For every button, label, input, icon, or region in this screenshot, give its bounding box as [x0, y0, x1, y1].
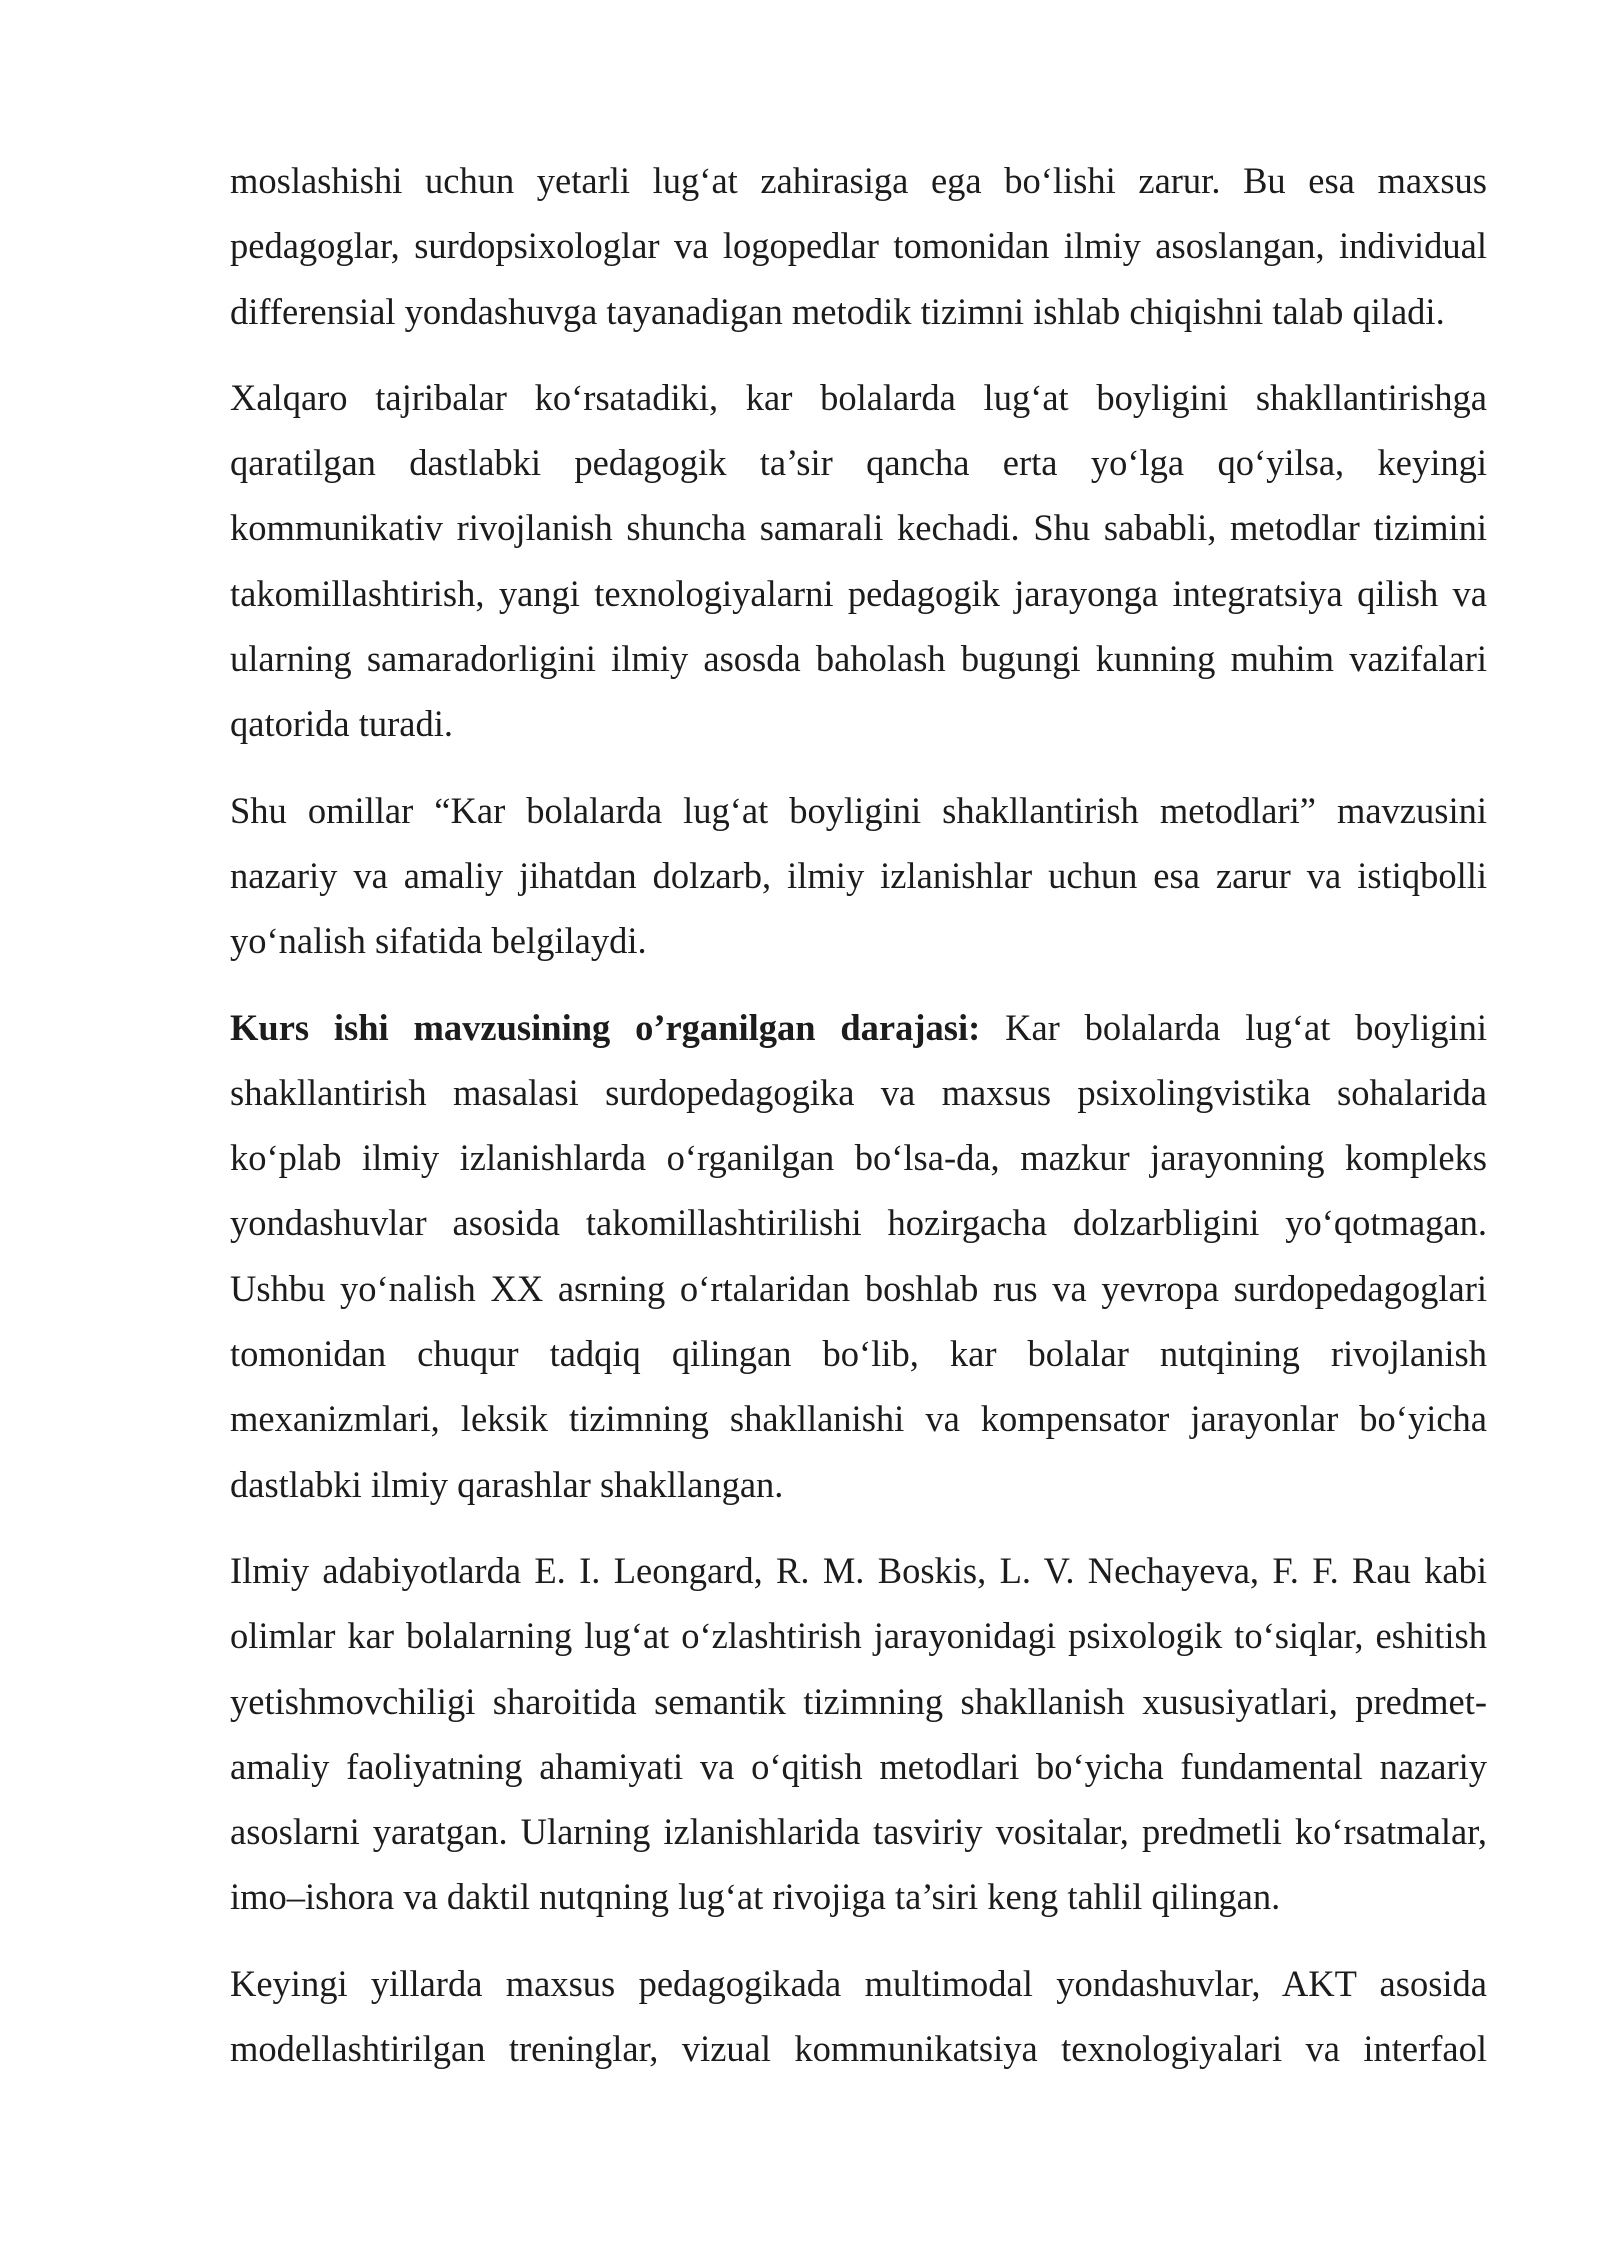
- paragraph-1: [230, 148, 1487, 344]
- paragraph-1-text: moslashishi uchun yetarli lug‘at zahirasiga ega bo‘lishi zarur. Bu esa maxsus pedagoglar, surdopsixologlar va logopedlar tomonidan ilmiy asoslangan, individual differensial yondashuvga tayanadigan metodik tizimni ishlab chiqishni talab qiladi.: [230, 160, 1487, 332]
- paragraph-5: [230, 1538, 1487, 1930]
- paragraph-3-text: Shu omillar “Kar bolalarda lug‘at boyligini shakllantirish metodlari” mavzusini nazariy va amaliy jihatdan dolzarb, ilmiy izlanishlar uchun esa zarur va istiqbolli yo‘nalish sifatida belgilaydi.: [230, 789, 1487, 962]
- document-body: [230, 148, 1487, 2102]
- paragraph-5-text: Ilmiy adabiyotlarda E. I. Leongard, R. M. Boskis, L. V. Nechayeva, F. F. Rau kabi olimlar kar bolalarning lug‘at o‘zlashtirish jarayonidagi psixologik to‘siqlar, eshitish yetishmovchiligi sharoitida semantik tizimning shakllanish xususiyatlari, predmet-amaliy faoliyatning ahamiyati va o‘qitish metodlari bo‘yicha fundamental nazariy asoslarni yaratgan. Ularning izlanishlarida tasviriy vositalar, predmetli ko‘rsatmalar, imo–ishora va daktil nutqning lug‘at rivojiga ta’siri keng tahlil qilingan.: [230, 1549, 1487, 1918]
- section-heading-inline: Kurs ishi mavzusining o’rganilgan darajasi:: [230, 1006, 981, 1048]
- paragraph-2-text: Xalqaro tajribalar ko‘rsatadiki, kar bolalarda lug‘at boyligini shakllantirishga qaratilgan dastlabki pedagogik ta’sir qancha erta yo‘lga qo‘yilsa, keyingi kommunikativ rivojlanish shuncha samarali kechadi. Shu sababli, metodlar tizimini takomillashtirish, yangi texnologiyalarni pedagogik jarayonga integratsiya qilish va ularning samaradorligini ilmiy asosda baholash bugungi kunning muhim vazifalari qatorida turadi.: [230, 376, 1487, 745]
- paragraph-2: [230, 365, 1487, 757]
- paragraph-6-text: Keyingi yillarda maxsus pedagogikada multimodal yondashuvlar, AKT asosida modellashtirilgan treninglar, vizual kommunikatsiya texnologiyalari va interfaol: [230, 1962, 1487, 2070]
- paragraph-6: [230, 1951, 1487, 2082]
- paragraph-3: [230, 778, 1487, 974]
- paragraph-4: [230, 995, 1487, 1517]
- paragraph-4-text: Kar bolalarda lug‘at boyligini shakllantirish masalasi surdopedagogika va maxsus psixolingvistika sohalarida ko‘plab ilmiy izlanishlarda o‘rganilgan bo‘lsa-da, mazkur jarayonning kompleks yondashuvlar asosida takomillashtirilishi hozirgacha dolzarbligini yo‘qotmagan. Ushbu yo‘nalish XX asrning o‘rtalaridan boshlab rus va yevropa surdopedagoglari tomonidan chuqur tadqiq qilingan bo‘lib, kar bolalar nutqining rivojlanish mexanizmlari, leksik tizimning shakllanishi va kompensator jarayonlar bo‘yicha dastlabki ilmiy qarashlar shakllangan.: [230, 1006, 1487, 1505]
